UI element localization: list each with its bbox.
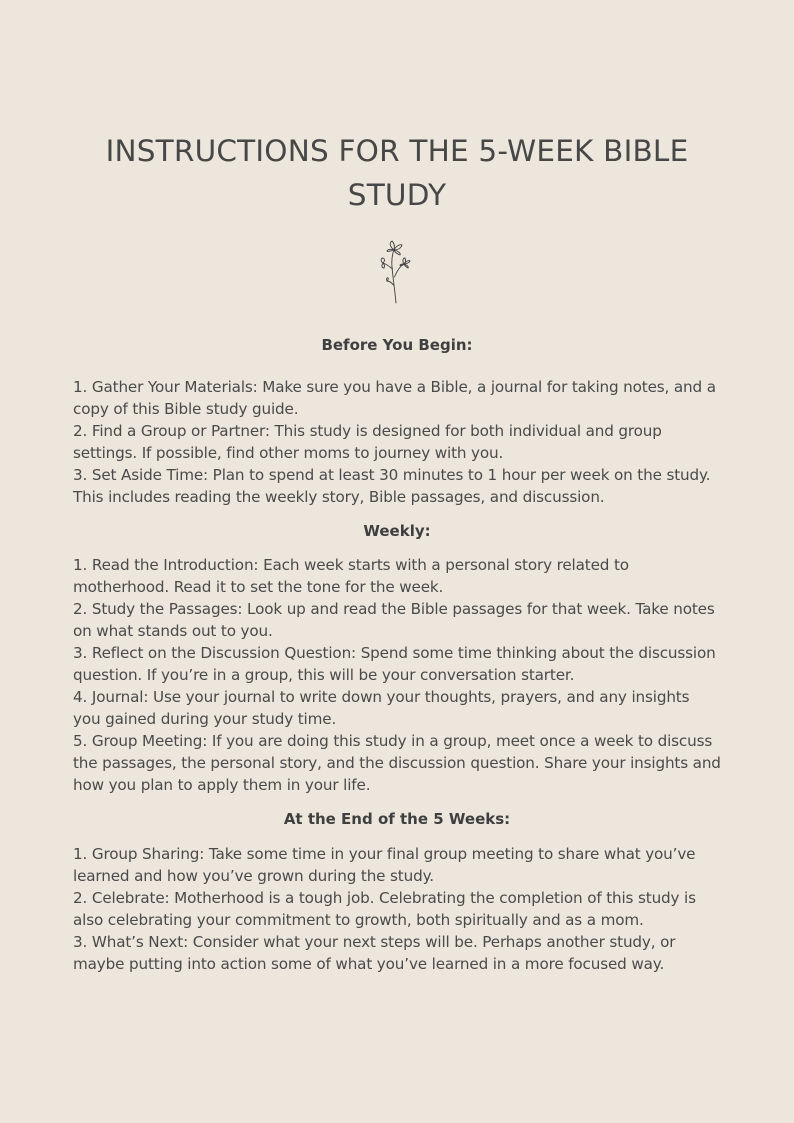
list-item: 4. Journal: Use your journal to write down your thoughts, prayers, and any insights you gained during your study time.: [73, 688, 690, 728]
list-item: 3. What’s Next: Consider what your next steps will be. Perhaps another study, or maybe putting into action some of what you’ve learned in a more focused way.: [73, 933, 676, 973]
list-item: 2. Celebrate: Motherhood is a tough job. Celebrating the completion of this study is also celebrating your commitment to growth, both spiritually and as a mom.: [73, 889, 696, 929]
section-heading-weekly: Weekly:: [363, 522, 431, 540]
list-item: 1. Group Sharing: Take some time in your final group meeting to share what you’ve learned and how you’ve grown during the study.: [73, 845, 696, 885]
section-heading-end-of-weeks: At the End of the 5 Weeks:: [283, 810, 511, 828]
page-title-line-1: INSTRUCTIONS FOR THE 5-WEEK BIBLE: [105, 134, 689, 168]
list-item: 1. Gather Your Materials: Make sure you have a Bible, a journal for taking notes, and a copy of this Bible study guide.: [73, 378, 716, 418]
list-item: 3. Reflect on the Discussion Question: Spend some time thinking about the discussion question. If you’re in a group, this will be your conversation starter.: [73, 644, 716, 684]
end-of-weeks-list: [73, 843, 721, 975]
weekly-list: [73, 554, 721, 796]
page-title-line-2: STUDY: [347, 178, 447, 212]
flower-icon: [377, 239, 417, 305]
list-item: 5. Group Meeting: If you are doing this study in a group, meet once a week to discuss the passages, the personal story, and the discussion question. Share your insights and how you plan to apply them in your life.: [73, 732, 721, 794]
list-item: 2. Find a Group or Partner: This study is designed for both individual and group settings. If possible, find other moms to journey with you.: [73, 422, 662, 462]
page-title: [73, 0, 721, 217]
list-item: 1. Read the Introduction: Each week starts with a personal story related to motherhood. Read it to set the tone for the week.: [73, 556, 629, 596]
list-item: 2. Study the Passages: Look up and read the Bible passages for that week. Take notes on what stands out to you.: [73, 600, 715, 640]
section-heading-before-you-begin: Before You Begin:: [321, 336, 473, 354]
list-item: 3. Set Aside Time: Plan to spend at least 30 minutes to 1 hour per week on the study. This includes reading the weekly story, Bible passages, and discussion.: [73, 466, 711, 506]
before-you-begin-list: [73, 376, 721, 508]
